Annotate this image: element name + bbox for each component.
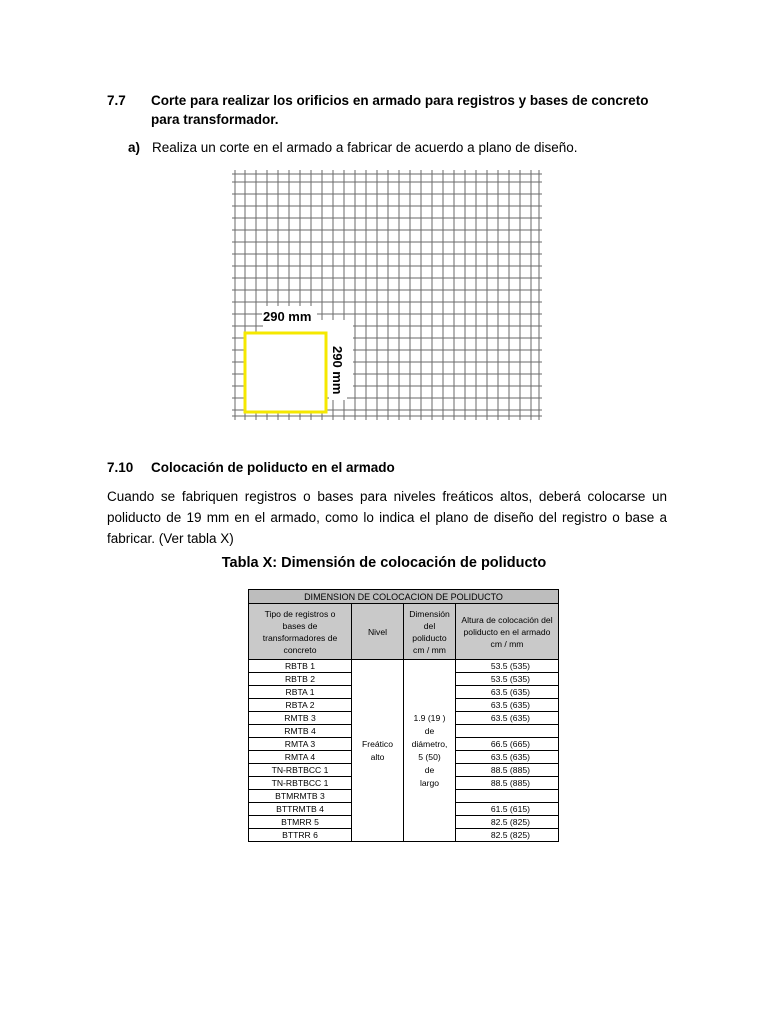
cell-altura: 63.5 (635) <box>456 686 559 699</box>
cell-tipo: RMTA 4 <box>249 751 352 764</box>
paragraph-line-3: fabricar. (Ver tabla X) <box>107 531 234 546</box>
header-dimension-line: cm / mm <box>413 644 446 655</box>
cell-altura <box>456 725 559 738</box>
cell-altura: 53.5 (535) <box>456 660 559 673</box>
cell-altura <box>456 790 559 803</box>
header-nivel-line: Nivel <box>367 626 388 637</box>
cell-altura: 82.5 (825) <box>456 816 559 829</box>
cell-altura: 66.5 (665) <box>456 738 559 751</box>
cell-tipo: RBTA 2 <box>249 699 352 712</box>
cell-altura: 61.5 (615) <box>456 803 559 816</box>
table-body <box>249 660 559 842</box>
cell-tipo: BTMRR 5 <box>249 816 352 829</box>
header-dimension-line: poliducto <box>412 632 447 643</box>
cell-altura: 88.5 (885) <box>456 777 559 790</box>
header-altura-line: Altura de colocación del <box>461 614 553 625</box>
rebar-mesh-figure <box>232 170 542 420</box>
poliducto-table <box>248 589 559 842</box>
cell-tipo: BTTRR 6 <box>249 829 352 842</box>
table-row <box>249 660 559 673</box>
header-dimension-line: del <box>423 620 436 631</box>
cell-tipo: RBTA 1 <box>249 686 352 699</box>
header-nivel <box>352 604 404 660</box>
item-a-text: Realiza un corte en el armado a fabricar de acuerdo a plano de diseño. <box>152 140 578 155</box>
cut-outline <box>245 333 326 412</box>
paragraph-line-1: Cuando se fabriquen registros o bases para niveles freáticos altos, deberá colocarse un <box>107 489 667 504</box>
header-altura-line: poliducto en el armado <box>463 626 551 637</box>
cell-tipo: RMTA 3 <box>249 738 352 751</box>
header-dimension <box>404 604 456 660</box>
section-710-paragraph <box>107 486 667 549</box>
cell-altura: 88.5 (885) <box>456 764 559 777</box>
header-tipo-line: Tipo de registros o <box>264 608 336 619</box>
paragraph-line-2: poliducto de 19 mm en el armado, como lo indica el plano de diseño del registro o base a <box>107 510 667 525</box>
cell-tipo: RBTB 1 <box>249 660 352 673</box>
header-altura-line: cm / mm <box>490 638 524 649</box>
cell-altura: 82.5 (825) <box>456 829 559 842</box>
header-altura <box>456 604 559 660</box>
cell-dimension-line: de <box>424 725 435 736</box>
header-tipo <box>249 604 352 660</box>
cell-altura: 53.5 (535) <box>456 673 559 686</box>
section-77-title: Corte para realizar los orificios en armado para registros y bases de concreto para transformador. <box>151 93 649 127</box>
item-a-label: a) <box>128 140 141 155</box>
cell-dimension-line: 1.9 (19 ) <box>413 712 446 723</box>
cell-tipo: TN-RBTBCC 1 <box>249 764 352 777</box>
cell-nivel-line: Freático <box>361 738 394 749</box>
section-710-title: Colocación de poliducto en el armado <box>151 460 395 475</box>
cell-dimension-line: de <box>424 764 435 775</box>
cell-tipo: RBTB 2 <box>249 673 352 686</box>
cell-tipo: TN-RBTBCC 1 <box>249 777 352 790</box>
section-710-number: 7.10 <box>107 460 134 475</box>
cell-dimension-line: diámetro, <box>411 738 448 749</box>
cell-dimension <box>404 660 456 842</box>
header-tipo-line: transformadores de <box>262 632 338 643</box>
table-caption: Tabla X: Dimensión de colocación de poliducto <box>221 555 547 571</box>
cell-tipo: RMTB 3 <box>249 712 352 725</box>
header-tipo-line: bases de <box>282 620 318 631</box>
cell-altura: 63.5 (635) <box>456 699 559 712</box>
section-77-number: 7.7 <box>107 93 126 108</box>
cell-tipo: BTMRMTB 3 <box>249 790 352 803</box>
cell-tipo: RMTB 4 <box>249 725 352 738</box>
header-tipo-line: concreto <box>283 644 317 655</box>
dimension-label-vertical: 290 mm <box>330 346 345 395</box>
dimension-label-horizontal: 290 mm <box>263 309 312 324</box>
cell-dimension-line: largo <box>419 777 440 788</box>
cell-altura: 63.5 (635) <box>456 712 559 725</box>
cell-tipo: BTTRMTB 4 <box>249 803 352 816</box>
table-title: DIMENSION DE COLOCACION DE POLIDUCTO <box>249 590 559 604</box>
cell-nivel-line: alto <box>370 751 385 762</box>
cell-nivel <box>352 660 404 842</box>
cell-altura: 63.5 (635) <box>456 751 559 764</box>
header-dimension-line: Dimensión <box>409 608 450 619</box>
cell-dimension-line: 5 (50) <box>418 751 441 762</box>
